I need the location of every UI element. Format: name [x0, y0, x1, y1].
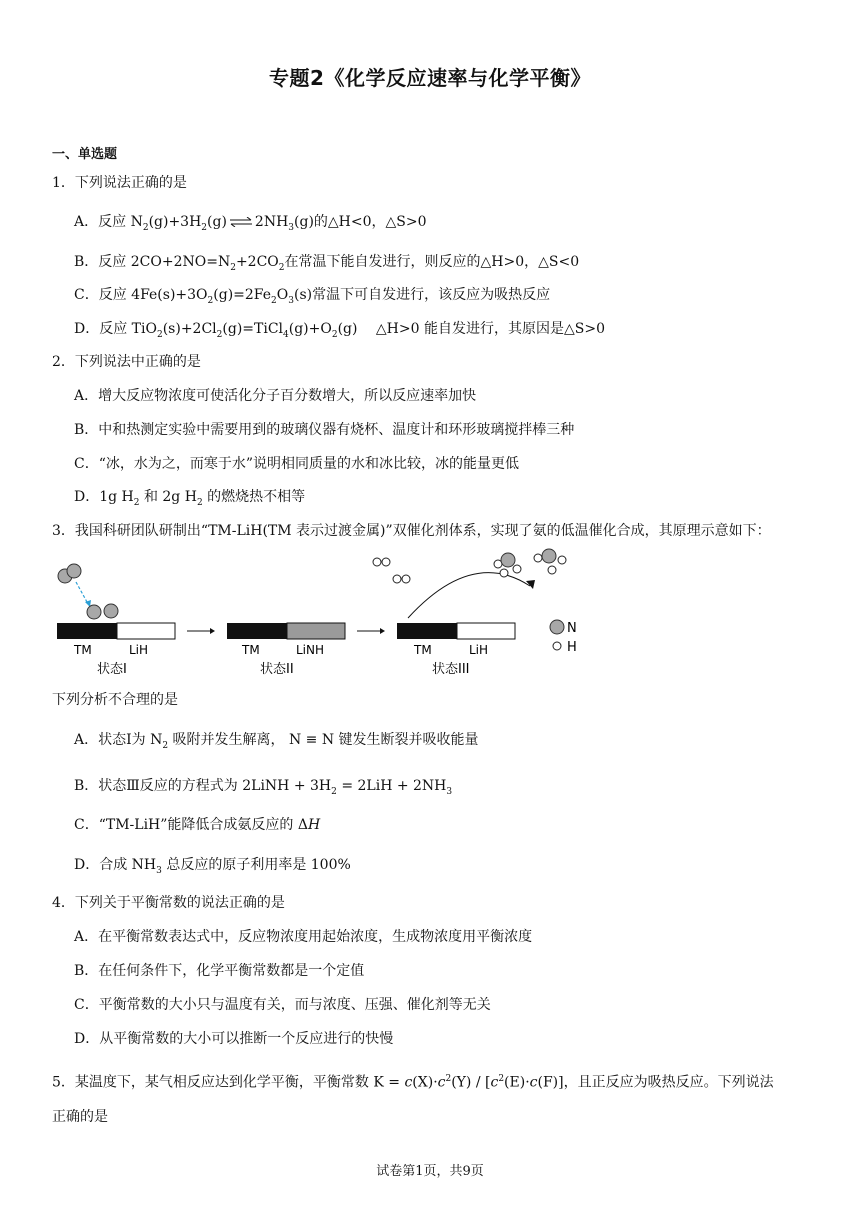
page-footer: 试卷第1页，共9页: [376, 1164, 484, 1179]
q3-sub-stem: 下列分析不合理的是: [52, 692, 178, 708]
q5-stem-line2: 正确的是: [52, 1109, 108, 1125]
q3-option-d: D．合成 $NH_3$ 总反应的原子利用率是 100%: [74, 857, 351, 876]
q1-option-d: D．反应 $TiO_2(s)+2Cl_2(g)=TiCl_4(g)+O_2(g)$ △H>0 能自发进行，其原因是△S>0: [74, 321, 605, 340]
q4-option-b: B．在任何条件下，化学平衡常数都是一个定值: [74, 963, 365, 979]
q4-stem: 4．下列关于平衡常数的说法正确的是: [52, 895, 285, 911]
q3-option-b: B．状态Ⅲ反应的方程式为 2LiNH + $3H_2 = 2LiH + 2NH_3$: [74, 778, 453, 797]
state-2-group: [227, 623, 345, 677]
q2-option-b: B．中和热测定实验中需要用到的玻璃仪器有烧杯、温度计和环形玻璃搅拌棒三种: [74, 422, 575, 438]
legend-h: H: [567, 640, 577, 655]
q3-option-c: C．“TM-LiH”能降低合成氨反应的 ΔH: [74, 817, 321, 833]
state-3-group: [373, 549, 566, 677]
q4-option-c: C．平衡常数的大小只与温度有关，而与浓度、压强、催化剂等无关: [74, 997, 491, 1013]
state-1-group: [57, 564, 175, 677]
q2-stem: 2．下列说法中正确的是: [52, 354, 201, 370]
q5-stem: 5．某温度下，某气相反应达到化学平衡，平衡常数 $K = c(X)\cdot c^2(Y) / [c^2(E)\cdot c(F)]$，且正反应为吸热反应。下列说法: [52, 1074, 774, 1091]
state3-lih-label: LiH: [469, 643, 489, 657]
state1-tm-label: TM: [74, 643, 92, 657]
section-heading: 一、单选题: [52, 147, 118, 162]
state2-label: 状态II: [260, 662, 294, 677]
q3-option-a: A．状态Ⅰ为 $N_2$ 吸附并发生解离， N ≡ N 键发生断裂并吸收能量: [74, 732, 479, 751]
q1-option-c: C．反应 $4Fe(s)+3O_2(g)=2Fe_2O_3(s)$常温下可自发进行，该反应为吸热反应: [74, 287, 551, 306]
q4-option-a: A．在平衡常数表达式中，反应物浓度用起始浓度，生成物浓度用平衡浓度: [74, 929, 533, 945]
state1-label: 状态I: [97, 662, 127, 677]
q3-stem: 3．我国科研团队研制出“TM-LiH(TM 表示过渡金属)”双催化剂体系，实现了氨的低温催化合成，其原理示意如下：: [52, 523, 771, 539]
legend-n: N: [567, 621, 577, 636]
q1-option-b: B．反应 $2CO+2NO=N_2+2CO_2$在常温下能自发进行，则反应的△H>0，△S<0: [74, 254, 580, 273]
state2-linh-label: LiNH: [296, 643, 325, 657]
atom-legend: [550, 620, 577, 655]
q4-option-d: D．从平衡常数的大小可以推断一个反应进行的快慢: [74, 1031, 394, 1047]
catalysis-diagram: [52, 548, 592, 688]
q1-stem: 1．下列说法正确的是: [52, 175, 187, 191]
q1-option-a: A．反应 $N_2(g)+3H_2(g)$ $2NH_3(g)$的△H<0，△S>0: [74, 214, 427, 233]
state3-label: 状态III: [432, 662, 470, 677]
page-title: 专题2《化学反应速率与化学平衡》: [269, 66, 591, 90]
q2-option-d: D．1g $H_2$ 和 2g $H_2$ 的燃烧热不相等: [74, 489, 306, 508]
state1-lih-label: LiH: [129, 643, 149, 657]
state3-tm-label: TM: [414, 643, 432, 657]
q2-option-c: C．“冰，水为之，而寒于水”说明相同质量的水和冰比较，冰的能量更低: [74, 456, 520, 472]
q2-option-a: A．增大反应物浓度可使活化分子百分数增大，所以反应速率加快: [74, 388, 477, 404]
equilibrium-arrow-icon: [229, 217, 253, 227]
state2-tm-label: TM: [242, 643, 260, 657]
